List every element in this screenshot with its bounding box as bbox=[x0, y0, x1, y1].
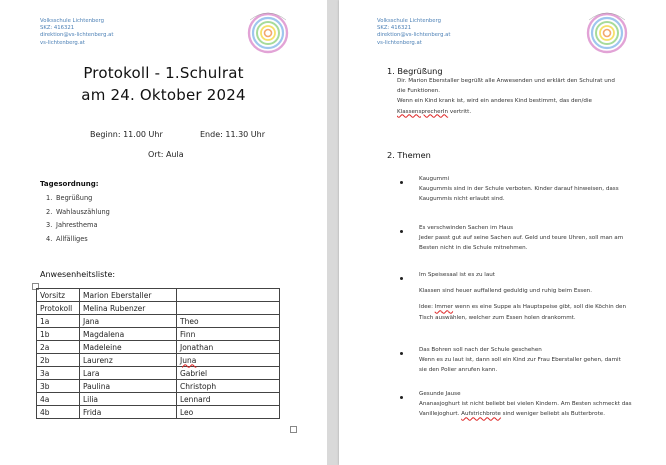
agenda-list bbox=[46, 194, 110, 248]
school-email-link[interactable]: direktion@vs-lichtenberg.at bbox=[40, 32, 114, 39]
table-row: Protokoll Melina Rubenzer bbox=[37, 302, 280, 315]
table-row: 1a Jana Theo bbox=[37, 315, 280, 328]
bullet-icon bbox=[400, 352, 403, 355]
agenda-item: 1. Begrüßung bbox=[46, 194, 93, 202]
school-name: Volksschule Lichtenberg bbox=[40, 18, 105, 24]
school-web-link[interactable]: vs-lichtenberg.at bbox=[377, 39, 422, 46]
attendance-heading: Anwesenheitsliste: bbox=[40, 270, 116, 279]
document-page-right bbox=[339, 0, 666, 465]
topic-item: Das Bohren soll nach der Schule geschehen Wenn es zu laut ist, dann soll ein Kind zur Frau Eberstaller gehen, damit sie den Polier anrufen kann. bbox=[419, 347, 621, 374]
page-gap bbox=[327, 0, 339, 465]
school-logo bbox=[583, 8, 631, 56]
bullet-icon bbox=[400, 277, 403, 280]
bullet-icon bbox=[400, 230, 403, 233]
school-web-link[interactable]: vs-lichtenberg.at bbox=[40, 39, 85, 46]
topic-item: Kaugummi Kaugummis sind in der Schule verboten. Kinder darauf hinweisen, dass Kaugummis nicht erlaubt sind. bbox=[419, 176, 619, 203]
section-heading-welcome: 1. Begrüßung bbox=[387, 66, 443, 76]
table-row: 3a Lara Gabriel bbox=[37, 367, 280, 380]
topic-item: Gesunde Jause Ananasjoghurt ist nicht beliebt bei vielen Kindern. Am Besten schmeckt das Vanillejoghurt. Aufstrichbrote sind weniger beliebt als Butterbrote. bbox=[419, 391, 632, 418]
document-title-line1: Protokoll - 1.Schulrat bbox=[83, 64, 244, 82]
agenda-item: 2. Wahlauszählung bbox=[46, 207, 110, 216]
begin-time: Beginn: 11.00 Uhr bbox=[90, 130, 163, 139]
bullet-icon bbox=[400, 396, 403, 399]
welcome-text: Dir. Marion Eberstaller begrüßt alle Anwesenden und erklärt den Schulrat und die Funktionen. Wenn ein Kind krank ist, wird ein anderes Kind bestimmt, das den/die KlassensprecherIn vertritt. bbox=[397, 78, 615, 115]
agenda-item: 4. Allfälliges bbox=[46, 234, 88, 243]
table-row: 3b Paulina Christoph bbox=[37, 380, 280, 393]
school-letterhead bbox=[40, 18, 113, 47]
agenda-title: Tagesordnung: bbox=[40, 180, 99, 188]
document-page-left bbox=[0, 0, 327, 465]
table-row: 2a Madeleine Jonathan bbox=[37, 341, 280, 354]
school-code: SKZ: 416321 bbox=[40, 25, 75, 32]
table-row: 4b Frida Leo bbox=[37, 406, 280, 419]
school-code: SKZ: 416321 bbox=[377, 25, 412, 32]
attendance-table bbox=[36, 288, 280, 419]
end-time: Ende: 11.30 Uhr bbox=[200, 130, 266, 139]
location: Ort: Aula bbox=[148, 150, 184, 159]
school-name: Volksschule Lichtenberg bbox=[377, 18, 442, 24]
table-row: 2b Laurenz Juna bbox=[37, 354, 280, 367]
table-row: 1b Magdalena Finn bbox=[37, 328, 280, 341]
bullet-icon bbox=[400, 181, 403, 184]
document-title-line2: am 24. Oktober 2024 bbox=[81, 86, 246, 104]
school-logo bbox=[244, 8, 292, 56]
table-row: Vorsitz Marion Eberstaller bbox=[37, 289, 280, 302]
table-row: 4a Lilia Lennard bbox=[37, 393, 280, 406]
topic-item: Es verschwinden Sachen im Haus Jeder passt gut auf seine Sachen auf. Geld und teure Uhren, soll man am Besten nicht in die Schule mitnehmen. bbox=[419, 225, 624, 252]
table-resize-handle[interactable] bbox=[290, 426, 297, 433]
school-letterhead bbox=[377, 18, 450, 47]
topic-item: Im Speisesaal ist es zu laut Klassen sind heuer auffallend geduldig und ruhig beim Essen. Idee: Immer wenn es eine Suppe als Hauptspeise gibt, soll die Köchin den Tisch auswählen, welcher zum Essen holen drankommt. bbox=[419, 272, 627, 321]
agenda-item: 3. Jahresthema bbox=[46, 221, 98, 229]
section-heading-topics: 2. Themen bbox=[387, 150, 431, 160]
school-email-link[interactable]: direktion@vs-lichtenberg.at bbox=[377, 32, 451, 39]
